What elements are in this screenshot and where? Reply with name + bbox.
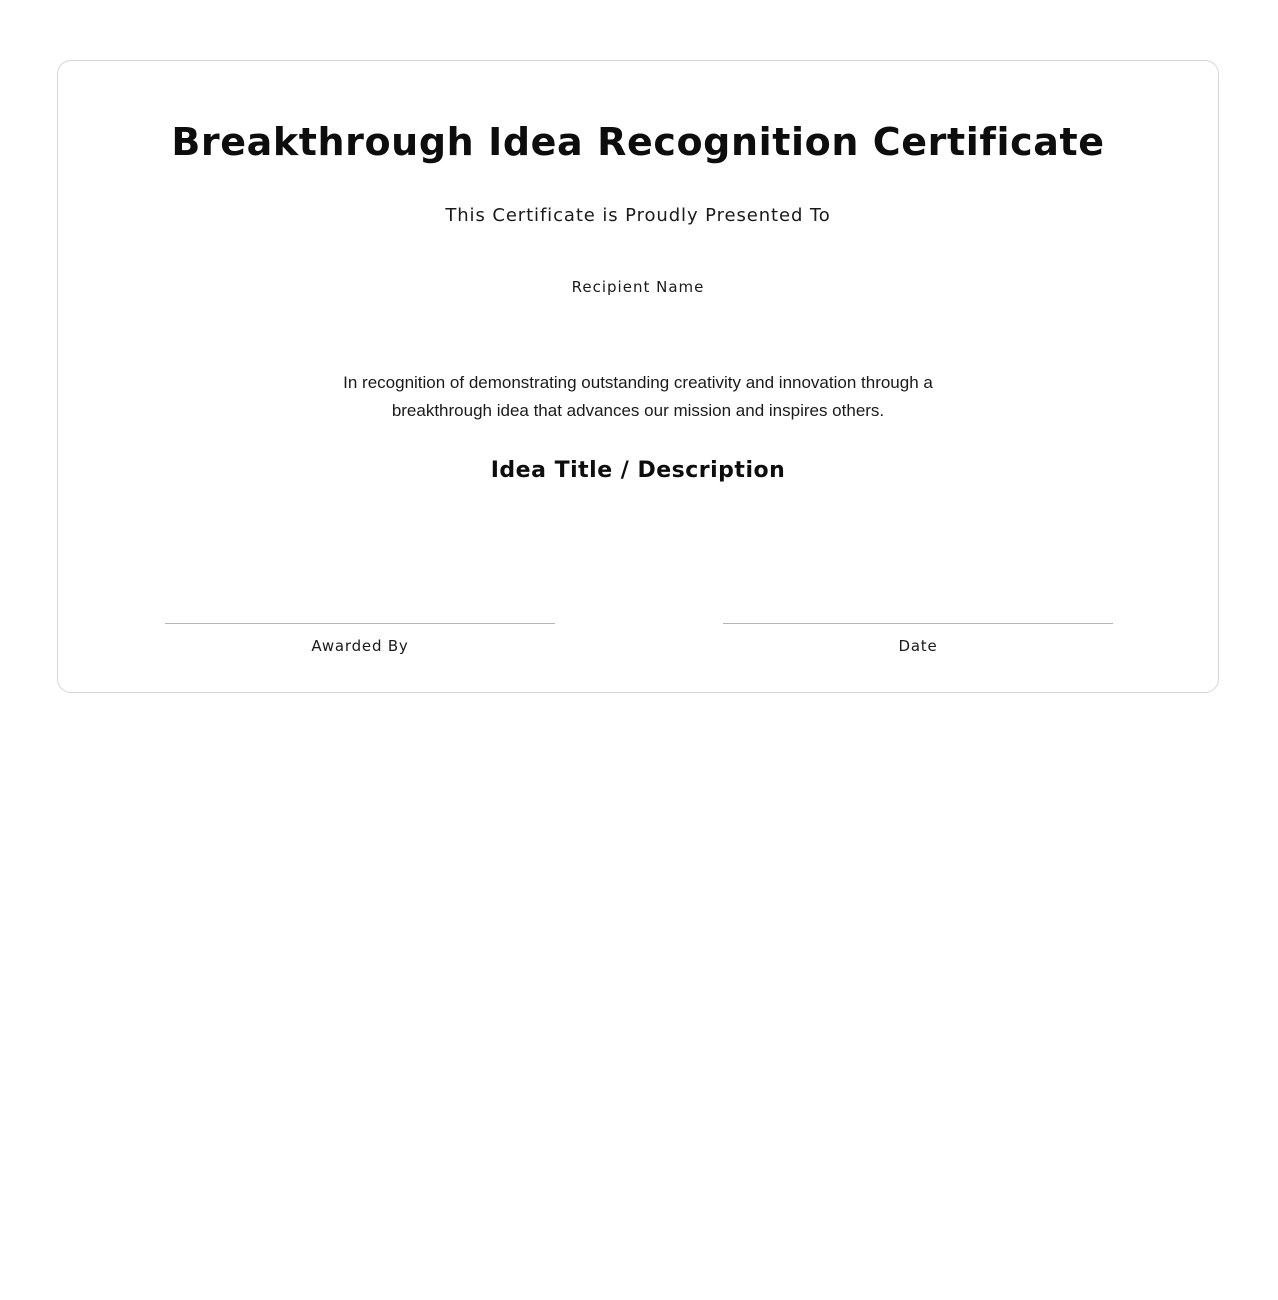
date-label: Date [898,637,938,655]
awarded-by-label: Awarded By [311,637,409,655]
presented-to-text: This Certificate is Proudly Presented To [445,205,831,226]
recipient-name: Recipient Name [571,278,705,296]
date-signature [723,623,1113,656]
citation-text: In recognition of demonstrating outstanding creativity and innovation through a breakthrough idea that advances our mission and inspires others. [343,373,933,420]
date-line [723,623,1113,624]
awarded-by-line [165,623,555,624]
certificate-title: Breakthrough Idea Recognition Certificate [171,120,1105,164]
idea-title: Idea Title / Description [490,458,786,483]
certificate-card [57,60,1219,693]
awarded-by-signature [165,623,555,656]
